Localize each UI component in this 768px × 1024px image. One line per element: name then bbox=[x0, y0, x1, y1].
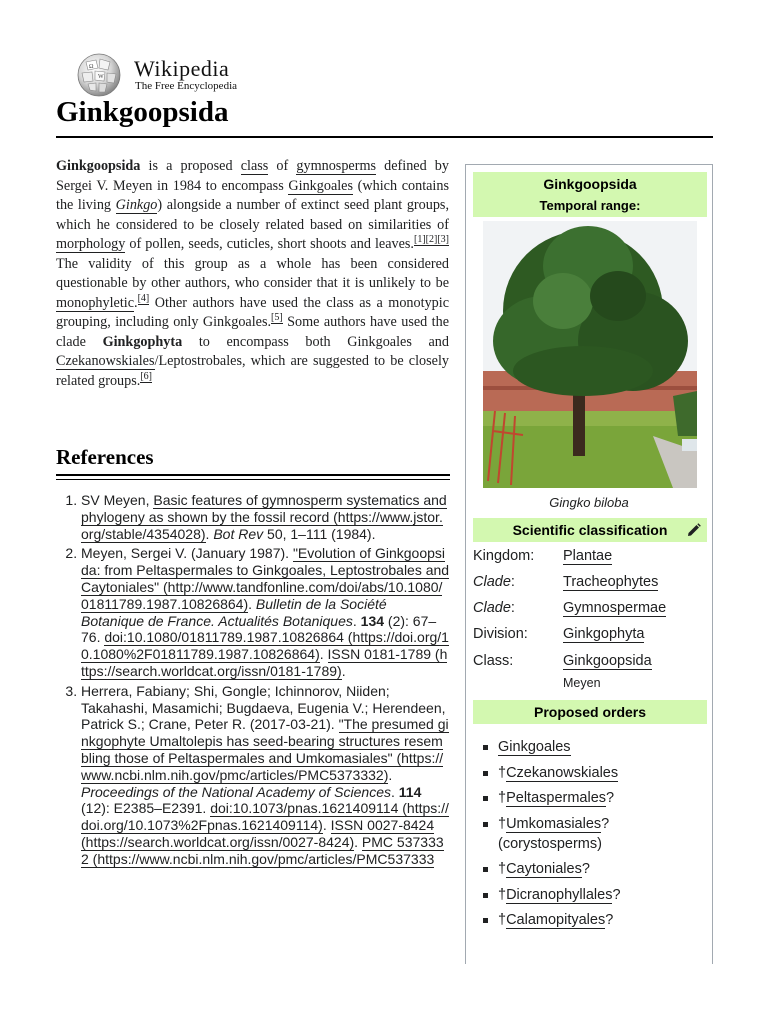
references-list bbox=[56, 492, 450, 871]
taxonomy-rank: Clade bbox=[473, 574, 511, 590]
order-link[interactable]: Czekanowskiales bbox=[506, 764, 619, 781]
wikipedia-logo[interactable] bbox=[74, 52, 254, 98]
infobox-title: Ginkgoopsida bbox=[543, 176, 637, 192]
taxonomy-link-plantae[interactable]: Plantae bbox=[563, 548, 613, 564]
wordmark: Wikipedia bbox=[134, 56, 230, 81]
order-link[interactable]: Calamopityales bbox=[506, 912, 606, 928]
reference-link[interactable]: "Evolution of Ginkgoopsida: from Peltaspermales to Ginkgoales, Leptostrobales and Caytoniales" (http://www.tandfonline.com/doi/abs/10.1080/01811789.1987.10826864) bbox=[81, 545, 450, 612]
globe-icon bbox=[74, 52, 124, 98]
taxonomy-rank: Clade bbox=[473, 600, 511, 616]
references-heading: References bbox=[56, 445, 154, 469]
scientific-classification-header bbox=[473, 518, 707, 542]
issn-link[interactable]: ISSN 0181-1789 (https://search.worldcat.org/issn/0181-1789) bbox=[81, 646, 448, 679]
pmc-link[interactable]: PMC 5373332 (https://www.ncbi.nlm.nih.gov/pmc/articles/PMC537333 bbox=[81, 833, 444, 867]
link-class[interactable]: class bbox=[240, 158, 269, 174]
link-gymnosperms[interactable]: gymnosperms bbox=[296, 158, 376, 174]
order-link[interactable]: Dicranophyllales bbox=[506, 886, 613, 903]
taxonomy-rank: Division: bbox=[473, 626, 528, 642]
ginkgo-tree-photo[interactable] bbox=[483, 221, 697, 488]
subject-bold: Ginkgoopsida bbox=[56, 158, 141, 174]
infobox bbox=[465, 164, 713, 964]
link-morphology[interactable]: morphology bbox=[56, 236, 126, 252]
citation-2[interactable]: [2] bbox=[425, 234, 438, 246]
order-link[interactable]: Umkomasiales bbox=[506, 815, 602, 832]
taxonomy-row-class bbox=[473, 653, 707, 673]
page-title: Ginkgoopsida bbox=[56, 96, 229, 128]
svg-text:Ω: Ω bbox=[89, 64, 94, 70]
image-caption: Gingko biloba bbox=[549, 495, 629, 510]
link-monophyletic[interactable]: monophyletic bbox=[56, 294, 135, 311]
scientific-classification-label: Scientific classification bbox=[512, 522, 668, 538]
taxonomy-link-ginkgophyta[interactable]: Ginkgophyta bbox=[563, 626, 645, 642]
order-item: †Peltaspermales? bbox=[478, 788, 698, 808]
taxonomy-row-division bbox=[473, 626, 707, 646]
taxonomy-row-clade: Clade: Tracheophytes bbox=[473, 574, 659, 590]
reference-item: 1. SV Meyen, Basic features of gymnosperm systematics and phylogeny as shown by the fossil record (https://www.jstor.org/stable/4354028). Bot Rev 50, 1–111 (1984). bbox=[81, 492, 450, 542]
reference-link[interactable]: "The presumed ginkgophyte Umaltolepis has seed-bearing structures resembling those of Peltaspermales and Umkomasiales" (https://www.ncbi.nlm.nih.gov/pmc/articles/PMC5373332) bbox=[81, 716, 449, 783]
order-item: †Dicranophyllales? bbox=[478, 885, 698, 905]
order-item: †Caytoniales? bbox=[478, 859, 698, 879]
temporal-range-label: Temporal range: bbox=[539, 198, 641, 213]
pencil-icon[interactable] bbox=[687, 523, 701, 537]
reference-item: 3. Herrera, Fabiany; Shi, Gongle; Ichinnorov, Niiden; Takahashi, Masamichi; Bugdaeva, Eugenia V.; Herendeen, Patrick S.; Crane, Peter R. (2017-03-21). "The presumed ginkgophyte Umaltolepis has seed-bearing structures resembling those of Peltaspermales and Umkomasiales" (https://www.ncbi.nlm.nih.gov/pmc/articles/PMC5373332). Proceedings of the National Academy of Sciences. 114 (12): E2385–E2391. doi:10.1073/pnas.1621409114 (https://doi.org/10.1073%2Fpnas.1621409114). ISSN 0027-8424 (https://search.worldcat.org/issn/0027-8424). PMC 5373332 (https://www.ncbi.nlm.nih.gov/pmc/articles/PMC537333 bbox=[81, 683, 450, 868]
citation-1[interactable]: [1] bbox=[413, 234, 426, 246]
title-divider bbox=[56, 136, 713, 138]
order-item: †Calamopityales? bbox=[478, 910, 698, 930]
reference-item: 2. Meyen, Sergei V. (January 1987). "Evolution of Ginkgoopsida: from Peltaspermales to Ginkgoales, Leptostrobales and Caytoniales" (http://www.tandfonline.com/doi/abs/10.1080/01811789.1987.10826864). Bulletin de la Société Botanique de France. Actualités Botaniques. 134 (2): 67–76. doi:10.1080/01811789.1987.10826864 (https://doi.org/10.1080%2F01811789.1987.10826864). ISSN 0181-1789 (https://search.worldcat.org/issn/0181-1789). bbox=[81, 545, 450, 679]
issn-link[interactable]: ISSN 0027-8424 (https://search.worldcat.org/issn/0027-8424) bbox=[81, 817, 435, 850]
intro-paragraph: Ginkgoopsida is a proposed class of gymnosperms defined by Sergei V. Meyen in 1984 to encompass Ginkgoales (which contains the living Ginkgo) alongside a number of extinct seed plant groups, which he considered to be closely related based on similarities of morphology of pollen, seeds, cuticles, short shoots and leaves.[1][2][3] The validity of this group as a whole has been considered questionable by other authors, who consider that it is unlikely to be monophyletic.[4] Other authors have used the class as a monotypic grouping, including only Ginkgoales.[5] Some authors have used the clade Ginkgophyta to encompass both Ginkgoales and Czekanowskiales/Leptostrobales, which are suggested to be closely related groups.[6] bbox=[56, 158, 450, 389]
tagline: The Free Encyclopedia bbox=[135, 80, 238, 92]
references-divider bbox=[56, 474, 450, 476]
doi-link[interactable]: doi:10.1080/01811789.1987.10826864 (https://doi.org/10.1080%2F01811789.1987.10826864) bbox=[81, 629, 449, 663]
svg-text:W: W bbox=[98, 74, 104, 80]
taxonomy-rank: Kingdom: bbox=[473, 548, 535, 564]
order-item bbox=[478, 737, 698, 757]
order-link[interactable]: Caytoniales bbox=[506, 861, 582, 877]
proposed-orders-list bbox=[478, 737, 698, 936]
order-item: †Czekanowskiales bbox=[478, 763, 698, 783]
link-ginkgoales[interactable]: Ginkgoales bbox=[288, 177, 353, 194]
proposed-orders-header: Proposed orders bbox=[473, 700, 707, 724]
order-link[interactable]: Ginkgoales bbox=[498, 739, 571, 755]
taxon-authority: Meyen bbox=[563, 676, 601, 690]
taxonomy-rank: Class: bbox=[473, 653, 514, 669]
taxonomy-row-clade: Clade: Gymnospermae bbox=[473, 600, 667, 616]
taxonomy-link-ginkgoopsida[interactable]: Ginkgoopsida bbox=[563, 653, 652, 669]
citation-5[interactable]: [5] bbox=[271, 312, 283, 324]
ginkgophyta-bold: Ginkgophyta bbox=[102, 333, 183, 350]
doi-link[interactable]: doi:10.1073/pnas.1621409114 (https://doi.org/10.1073%2Fpnas.1621409114) bbox=[81, 800, 449, 834]
taxonomy-link-gymnospermae[interactable]: Gymnospermae bbox=[563, 600, 667, 616]
order-item: †Umkomasiales? (corystosperms) bbox=[478, 814, 698, 854]
citation-6[interactable]: [6] bbox=[140, 370, 152, 382]
link-czekanowskiales[interactable]: Czekanowskiales bbox=[56, 353, 155, 369]
infobox-header bbox=[473, 172, 707, 217]
link-ginkgo[interactable]: Ginkgo bbox=[115, 197, 158, 213]
taxonomy-link-tracheophytes[interactable]: Tracheophytes bbox=[563, 574, 659, 590]
citation-3[interactable]: [3] bbox=[437, 234, 449, 246]
references-divider-thin bbox=[56, 479, 450, 480]
reference-link[interactable]: Basic features of gymnosperm systematics and phylogeny as shown by the fossil record (https://www.jstor.org/stable/4354028) bbox=[81, 492, 447, 542]
citation-4[interactable]: [4] bbox=[137, 292, 150, 304]
order-link[interactable]: Peltaspermales bbox=[506, 790, 607, 806]
taxonomy-row-kingdom bbox=[473, 548, 707, 568]
